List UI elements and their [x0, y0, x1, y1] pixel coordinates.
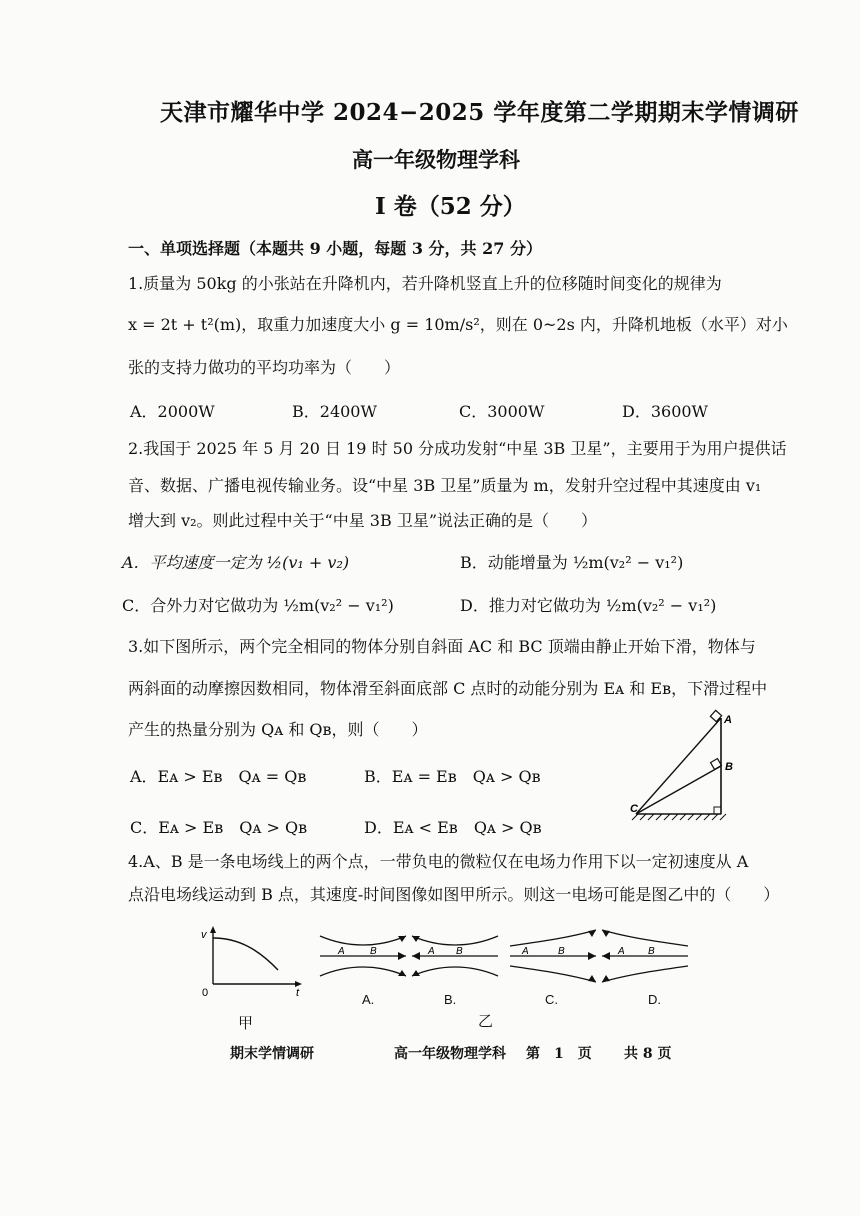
- q3-line-1: 3.如下图所示，两个完全相同的物体分别自斜面 AC 和 BC 顶端由静止开始下滑，物体与: [128, 637, 756, 656]
- origin-label: 0: [202, 987, 209, 999]
- q2-option-b: B．动能增量为 ½m(v₂² − v₁²): [460, 553, 684, 572]
- field-option-d-label: D.: [648, 992, 661, 1007]
- field-d-point-a: A: [618, 946, 625, 957]
- field-option-c-label: C.: [545, 992, 558, 1007]
- q3-option-b: B．Eᴀ = Eʙ Qᴀ > Qʙ: [364, 767, 541, 786]
- point-b-label: B: [725, 761, 733, 773]
- q3-option-c: C．Eᴀ > Eʙ Qᴀ > Qʙ: [130, 818, 308, 837]
- q2-line-1: 2.我国于 2025 年 5 月 20 日 19 时 50 分成功发射“中星 3B 卫星”，主要用于为用户提供话: [128, 439, 787, 458]
- field-lines-c: [508, 928, 598, 988]
- q1-option-a: A．2000W: [130, 402, 215, 421]
- q1-option-c: C．3000W: [459, 402, 545, 421]
- footer-page: 第 1 页: [526, 1046, 592, 1062]
- q3-line-3: 产生的热量分别为 Qᴀ 和 Qʙ，则（ ）: [128, 720, 428, 739]
- exam-title: 天津市耀华中学 2024−2025 学年度第二学期期末学情调研: [160, 99, 799, 126]
- q3-option-a: A．Eᴀ > Eʙ Qᴀ = Qʙ: [130, 767, 307, 786]
- t-axis-label: t: [296, 987, 300, 999]
- footer-left: 期末学情调研: [230, 1046, 314, 1062]
- field-b-point-a: A: [428, 946, 435, 957]
- point-a-label: A: [724, 714, 732, 726]
- field-a-point-a: A: [338, 946, 345, 957]
- field-option-b-label: B.: [444, 992, 457, 1007]
- field-lines-a: [318, 928, 408, 988]
- q1-line-3: 张的支持力做功的平均功率为（ ）: [128, 358, 401, 377]
- graph-caption-yi: 乙: [478, 1013, 494, 1030]
- footer-subject: 高一年级物理学科: [394, 1046, 506, 1062]
- field-d-point-b: B: [648, 946, 655, 957]
- v-axis-label: v: [201, 929, 207, 941]
- field-c-point-a: A: [522, 946, 529, 957]
- q3-option-d: D．Eᴀ < Eʙ Qᴀ > Qʙ: [364, 818, 542, 837]
- q1-option-b: B．2400W: [292, 402, 377, 421]
- field-lines-d: [600, 928, 690, 988]
- incline-figure: [626, 706, 736, 826]
- field-a-point-b: B: [370, 946, 377, 957]
- q4-line-2: 点沿电场线运动到 B 点，其速度-时间图像如图甲所示。则这一电场可能是图乙中的（ ）: [128, 885, 780, 904]
- q2-line-3: 增大到 v₂。则此过程中关于“中星 3B 卫星”说法正确的是（ ）: [128, 511, 598, 530]
- volume-heading: I 卷（52 分）: [375, 193, 526, 220]
- field-option-a-label: A.: [362, 992, 375, 1007]
- section-heading: 一、单项选择题（本题共 9 小题，每题 3 分，共 27 分）: [128, 239, 542, 258]
- q4-line-1: 4.A、B 是一条电场线上的两个点，一带负电的微粒仅在电场力作用下以一定初速度从 A: [128, 852, 749, 871]
- q2-option-d: D．推力对它做功为 ½m(v₂² − v₁²): [460, 596, 717, 615]
- q1-line-2: x = 2t + t²(m)，取重力加速度大小 g = 10m/s²，则在 0~2s 内，升降机地板（水平）对小: [128, 315, 788, 334]
- q1-option-d: D．3600W: [622, 402, 708, 421]
- field-b-point-b: B: [456, 946, 463, 957]
- graph-caption-jia: 甲: [238, 1015, 254, 1032]
- field-lines-b: [410, 928, 500, 988]
- q1-line-1: 1.质量为 50kg 的小张站在升降机内，若升降机竖直上升的位移随时间变化的规律为: [128, 274, 722, 293]
- footer-total: 共 8 页: [624, 1046, 672, 1062]
- q2-option-a: A．平均速度一定为 ½(v₁ + v₂): [122, 553, 350, 572]
- field-c-point-b: B: [558, 946, 565, 957]
- point-c-label: C: [630, 803, 638, 815]
- q2-line-2: 音、数据、广播电视传输业务。设“中星 3B 卫星”质量为 m，发射升空过程中其速度由 v₁: [128, 476, 762, 495]
- exam-subtitle: 高一年级物理学科: [352, 147, 520, 172]
- vt-graph: [198, 924, 310, 1004]
- q2-option-c: C．合外力对它做功为 ½m(v₂² − v₁²): [122, 596, 394, 615]
- q3-line-2: 两斜面的动摩擦因数相同，物体滑至斜面底部 C 点时的动能分别为 Eᴀ 和 Eʙ，下滑过程中: [128, 679, 768, 698]
